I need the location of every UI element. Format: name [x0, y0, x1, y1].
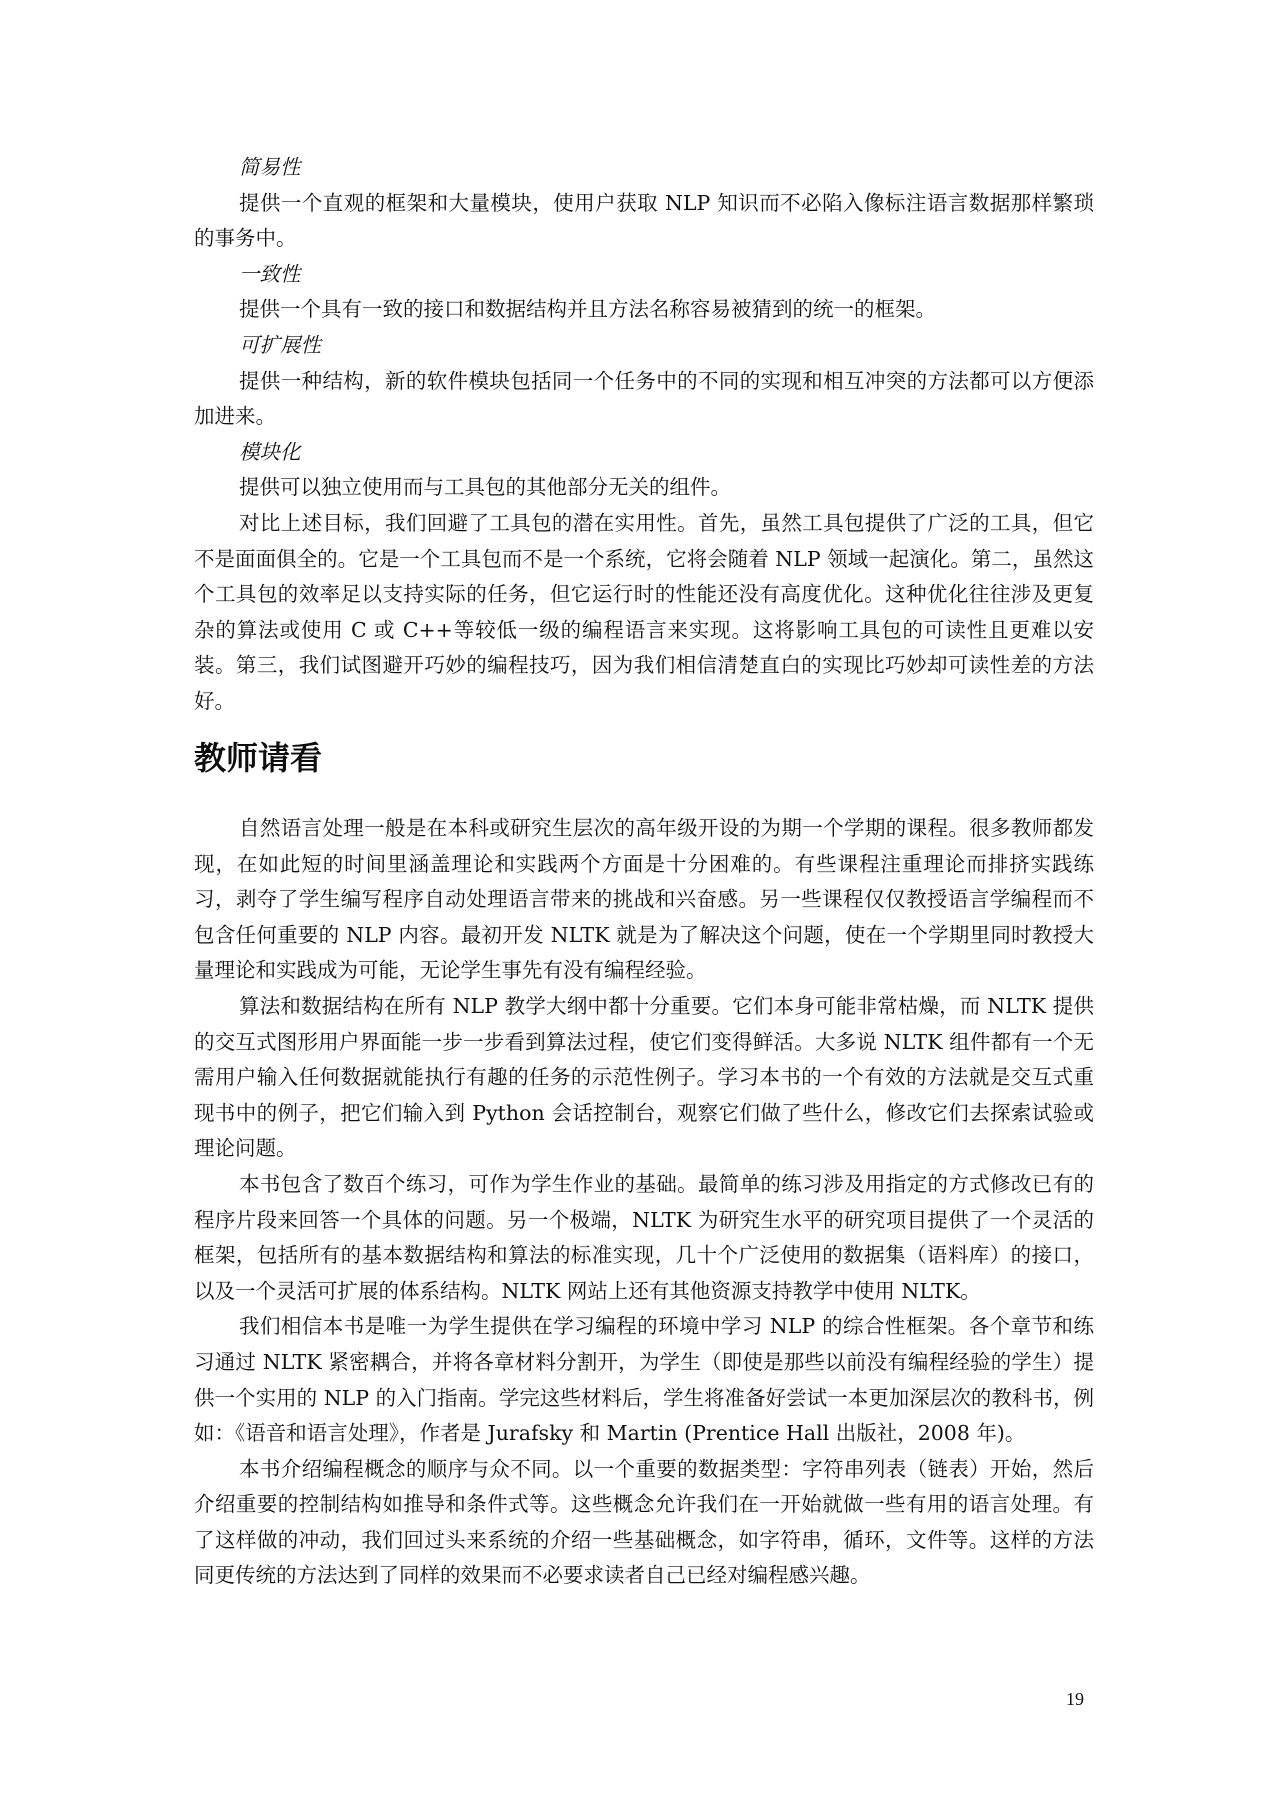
design-goals-block: [194, 150, 1094, 720]
goal-description-modularity: 提供可以独立使用而与工具包的其他部分无关的组件。: [239, 475, 731, 500]
section-paragraph: 本书介绍编程概念的顺序与众不同。以一个重要的数据类型：字符串列表（链表）开始，然后介绍重要的控制结构如推导和条件式等。这些概念允许我们在一开始就做一些有用的语言处理。有了这样做的冲动，我们回过头来系统的介绍一些基础概念，如字符串，循环，文件等。这样的方法同更传统的方法达到了同样的效果而不必要求读者自己已经对编程感兴趣。: [194, 1456, 1094, 1588]
goal-term-modularity: 模块化: [239, 439, 301, 464]
goal-description-simplicity: 提供一个直观的框架和大量模块，使用户获取 NLP 知识而不必陷入像标注语言数据那样繁琐的事务中。: [194, 190, 1094, 251]
goal-description-extensibility: 提供一种结构，新的软件模块包括同一个任务中的不同的实现和相互冲突的方法都可以方便添加进来。: [194, 368, 1094, 429]
goal-term-consistency: 一致性: [239, 261, 301, 286]
goal-description-consistency: 提供一个具有一致的接口和数据结构并且方法名称容易被猜到的统一的框架。: [239, 297, 936, 322]
section-paragraph: 自然语言处理一般是在本科或研究生层次的高年级开设的为期一个学期的课程。很多教师都发现，在如此短的时间里涵盖理论和实践两个方面是十分困难的。有些课程注重理论而排挤实践练习，剥夺了学生编写程序自动处理语言带来的挑战和兴奋感。另一些课程仅仅教授语言学编程而不包含任何重要的 NLP 内容。最初开发 NLTK 就是为了解决这个问题，使在一个学期里同时教授大量理论和实践成为可能，无论学生事先有没有编程经验。: [194, 816, 1094, 983]
non-goals-paragraph: 对比上述目标，我们回避了工具包的潜在实用性。首先，虽然工具包提供了广泛的工具，但它不是面面俱全的。它是一个工具包而不是一个系统，它将会随着 NLP 领域一起演化。第二，虽然这个工具包的效率足以支持实际的任务，但它运行时的性能还没有高度优化。这种优化往往涉及更复杂的算法或使用 C 或 C++等较低一级的编程语言来实现。这将影响工具包的可读性且更难以安装。第三，我们试图避开巧妙的编程技巧，因为我们相信清楚直白的实现比巧妙却可读性差的方法好。: [194, 510, 1094, 713]
goal-term-extensibility: 可扩展性: [239, 332, 321, 357]
section-paragraph: 我们相信本书是唯一为学生提供在学习编程的环境中学习 NLP 的综合性框架。各个章节和练习通过 NLTK 紧密耦合，并将各章材料分割开，为学生（即使是那些以前没有编程经验的学生）提供一个实用的 NLP 的入门指南。学完这些材料后，学生将准备好尝试一本更加深层次的教科书，例如：《语音和语言处理》，作者是 Jurafsky 和 Martin (Prentice Hall 出版社，2008 年)。: [194, 1314, 1094, 1446]
page-number: 19: [1066, 1689, 1084, 1709]
section-paragraph: 本书包含了数百个练习，可作为学生作业的基础。最简单的练习涉及用指定的方式修改已有的程序片段来回答一个具体的问题。另一个极端，NLTK 为研究生水平的研究项目提供了一个灵活的框架，包括所有的基本数据结构和算法的标准实现，几十个广泛使用的数据集（语料库）的接口，以及一个灵活可扩展的体系结构。NLTK 网站上还有其他资源支持教学中使用 NLTK。: [194, 1171, 1094, 1303]
section-heading: 教师请看: [194, 739, 323, 777]
section-body: [194, 811, 1094, 1594]
section-paragraph: 算法和数据结构在所有 NLP 教学大纲中都十分重要。它们本身可能非常枯燥，而 NLTK 提供的交互式图形用户界面能一步一步看到算法过程，使它们变得鲜活。大多说 NLTK 组件都有一个无需用户输入任何数据就能执行有趣的任务的示范性例子。学习本书的一个有效的方法就是交互式重现书中的例子，把它们输入到 Python 会话控制台，观察它们做了些什么，修改它们去探索试验或理论问题。: [194, 993, 1094, 1161]
goal-term-simplicity: 简易性: [239, 155, 301, 179]
